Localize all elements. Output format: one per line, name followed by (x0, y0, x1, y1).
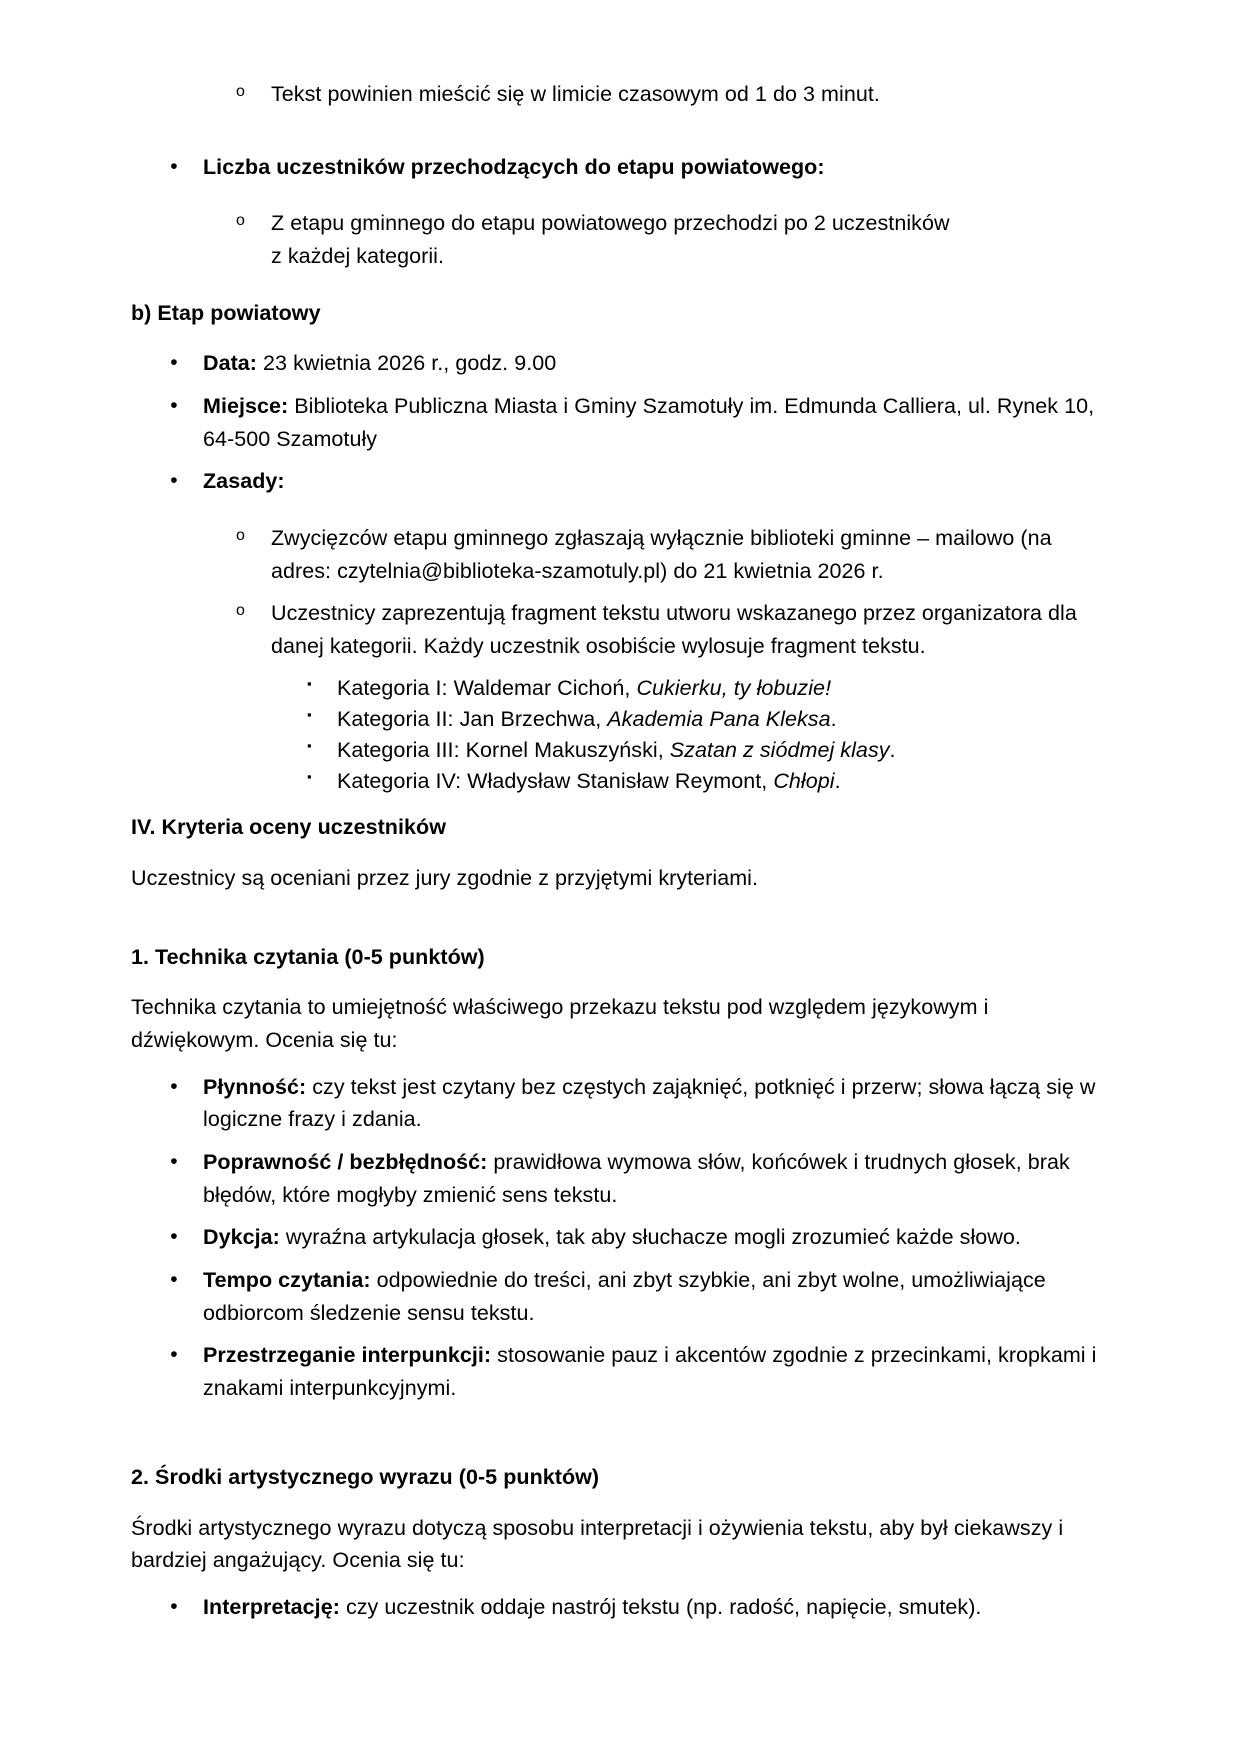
dot-bullet-icon: • (170, 1343, 178, 1367)
interpunkcja-label: Przestrzeganie interpunkcji: (203, 1343, 492, 1368)
spacer (131, 121, 1111, 151)
criterion-2-list (131, 1591, 1111, 1624)
list-item-tempo (131, 1264, 1111, 1329)
spacer (131, 508, 1111, 522)
zasady-item-1: Zwycięzców etapu gminnego zgłaszają wyłącznie biblioteki gminne – mailowo (na adres: czytelnia@biblioteka-szamotuly.pl) do 21 kwietnia 2026 r. (271, 526, 1052, 583)
data-value: 23 kwietnia 2026 r., godz. 9.00 (257, 351, 557, 376)
criterion-1-heading: 1. Technika czytania (0-5 punktów) (131, 944, 485, 969)
spacer (131, 977, 1111, 991)
list-item-miejsce (131, 390, 1111, 455)
participants-list (131, 151, 1111, 184)
spacer (131, 333, 1111, 347)
kategoria-1-text: Kategoria I: Waldemar Cichoń, (337, 675, 637, 700)
tempo-label: Tempo czytania: (203, 1268, 371, 1293)
poprawnosc-label: Poprawność / bezbłędność: (203, 1150, 488, 1175)
list-item (131, 78, 1111, 111)
list-item-interpunkcja (131, 1339, 1111, 1404)
spacer (131, 1057, 1111, 1071)
criterion-1-list (131, 1071, 1111, 1405)
participants-detail-line2: z każdej kategorii. (271, 244, 445, 269)
spacer (131, 283, 1111, 297)
kategoria-2-text: Kategoria II: Jan Brzechwa, (337, 706, 608, 731)
zasady-label: Zasady: (203, 469, 285, 494)
stage-b-details-list (131, 347, 1111, 498)
participants-detail-line1: Z etapu gminnego do etapu powiatowego przechodzi po 2 uczestników (271, 211, 950, 236)
list-item-dykcja (131, 1221, 1111, 1254)
spacer (131, 1498, 1111, 1512)
list-item (131, 151, 1111, 184)
spacer (131, 848, 1111, 862)
square-bullet-icon: ▪ (307, 769, 312, 785)
dykcja-label: Dykcja: (203, 1225, 280, 1250)
list-item-kategoria-3 (131, 735, 1111, 766)
criterion-2-intro: Środki artystycznego wyrazu dotyczą sposobu interpretacji i ożywienia tekstu, aby był ciekawszy i bardziej angażujący. Ocenia się tu: (131, 1515, 1064, 1573)
kategoria-4-text: Kategoria IV: Władysław Stanisław Reymont, (337, 769, 774, 794)
criterion-1-intro: Technika czytania to umiejętność właściwego przekazu tekstu pod względem językowym i dźwiękowym. Ocenia się tu: (131, 995, 989, 1053)
zasady-item-2: Uczestnicy zaprezentują fragment tekstu utworu wskazanego przez organizatora dla danej kategorii. Każdy uczestnik osobiście wylosuje fragment tekstu. (271, 601, 1077, 659)
kategorie-list (131, 673, 1111, 798)
time-limit-text: Tekst powinien mieścić się w limicie czasowym od 1 do 3 minut. (271, 82, 880, 106)
time-limit-list (131, 78, 1111, 111)
circle-bullet-icon: o (236, 527, 245, 545)
kategoria-4-title: Chłopi (773, 769, 835, 794)
spacer (131, 1415, 1111, 1461)
square-bullet-icon: ▪ (307, 706, 312, 722)
kategoria-2-title: Akademia Pana Kleksa (607, 706, 831, 731)
kategoria-3-title: Szatan z siódmej klasy (669, 738, 890, 763)
dot-bullet-icon: • (170, 154, 178, 178)
list-item-kategoria-4 (131, 766, 1111, 797)
poprawnosc-text: prawidłowa wymowa słów, końcówek i trudnych głosek, brak błędów, które mogłyby zmienić sens tekstu. (203, 1150, 1070, 1207)
spacer (131, 895, 1111, 941)
square-bullet-icon: ▪ (307, 675, 312, 691)
spacer (131, 797, 1111, 811)
list-item (131, 597, 1111, 662)
list-item (131, 522, 1111, 587)
list-item-data (131, 347, 1111, 380)
dot-bullet-icon: • (170, 1150, 178, 1174)
dot-bullet-icon: • (170, 469, 178, 493)
circle-bullet-icon: o (236, 212, 245, 230)
interpretacja-text: czy uczestnik oddaje nastrój tekstu (np. radość, napięcie, smutek). (339, 1594, 982, 1619)
kategoria-2-tail: . (830, 706, 837, 731)
list-item-zasady (131, 465, 1111, 498)
dot-bullet-icon: • (170, 1594, 178, 1618)
participants-heading: Liczba uczestników przechodzących do etapu powiatowego: (203, 154, 825, 179)
list-item (131, 207, 1111, 272)
circle-bullet-icon: o (236, 83, 245, 100)
list-item-interpretacja (131, 1591, 1111, 1624)
dot-bullet-icon: • (170, 394, 178, 418)
dot-bullet-icon: • (170, 1074, 178, 1098)
list-item-poprawnosc (131, 1146, 1111, 1211)
spacer (131, 193, 1111, 207)
list-item-plynnosc (131, 1071, 1111, 1136)
circle-bullet-icon: o (236, 602, 245, 620)
tempo-text: odpowiednie do treści, ani zbyt szybkie, ani zbyt wolne, umożliwiające odbiorcom śledzenie sensu tekstu. (203, 1268, 1046, 1325)
list-item-kategoria-2 (131, 704, 1111, 735)
interpunkcja-text: stosowanie pauz i akcentów zgodnie z przecinkami, kropkami i znakami interpunkcyjnymi. (203, 1343, 1097, 1401)
kategoria-3-text: Kategoria III: Kornel Makuszyński, (337, 738, 670, 763)
kategoria-3-tail: . (889, 738, 896, 763)
interpretacja-label: Interpretację: (203, 1594, 340, 1619)
spacer (131, 1577, 1111, 1591)
dot-bullet-icon: • (170, 1225, 178, 1249)
dot-bullet-icon: • (170, 1268, 178, 1292)
document-body (131, 78, 1111, 1624)
dot-bullet-icon: • (170, 351, 178, 375)
kategoria-4-tail: . (834, 769, 841, 794)
list-item-kategoria-1 (131, 673, 1111, 704)
section-iv-heading: IV. Kryteria oceny uczestników (131, 815, 446, 840)
criterion-2-heading: 2. Środki artystycznego wyrazu (0-5 punktów) (131, 1464, 600, 1489)
kategoria-1-title: Cukierku, ty łobuzie! (636, 675, 832, 700)
stage-b-heading: b) Etap powiatowy (131, 300, 321, 325)
plynnosc-text: czy tekst jest czytany bez częstych zająknięć, potknięć i przerw; słowa łączą się w logiczne frazy i zdania. (203, 1074, 1096, 1132)
data-label: Data: (203, 351, 258, 376)
miejsce-label: Miejsce: (203, 394, 289, 419)
plynnosc-label: Płynność: (203, 1074, 307, 1099)
zasady-list (131, 522, 1111, 663)
miejsce-value: Biblioteka Publiczna Miasta i Gminy Szamotuły im. Edmunda Calliera, ul. Rynek 10, 64-500 Szamotuły (203, 394, 1095, 451)
section-iv-intro: Uczestnicy są oceniani przez jury zgodnie z przyjętymi kryteriami. (131, 866, 759, 891)
square-bullet-icon: ▪ (307, 738, 312, 754)
dykcja-text: wyraźna artykulacja głosek, tak aby słuchacze mogli zrozumieć każde słowo. (279, 1225, 1021, 1250)
participants-detail-list (131, 207, 1111, 272)
